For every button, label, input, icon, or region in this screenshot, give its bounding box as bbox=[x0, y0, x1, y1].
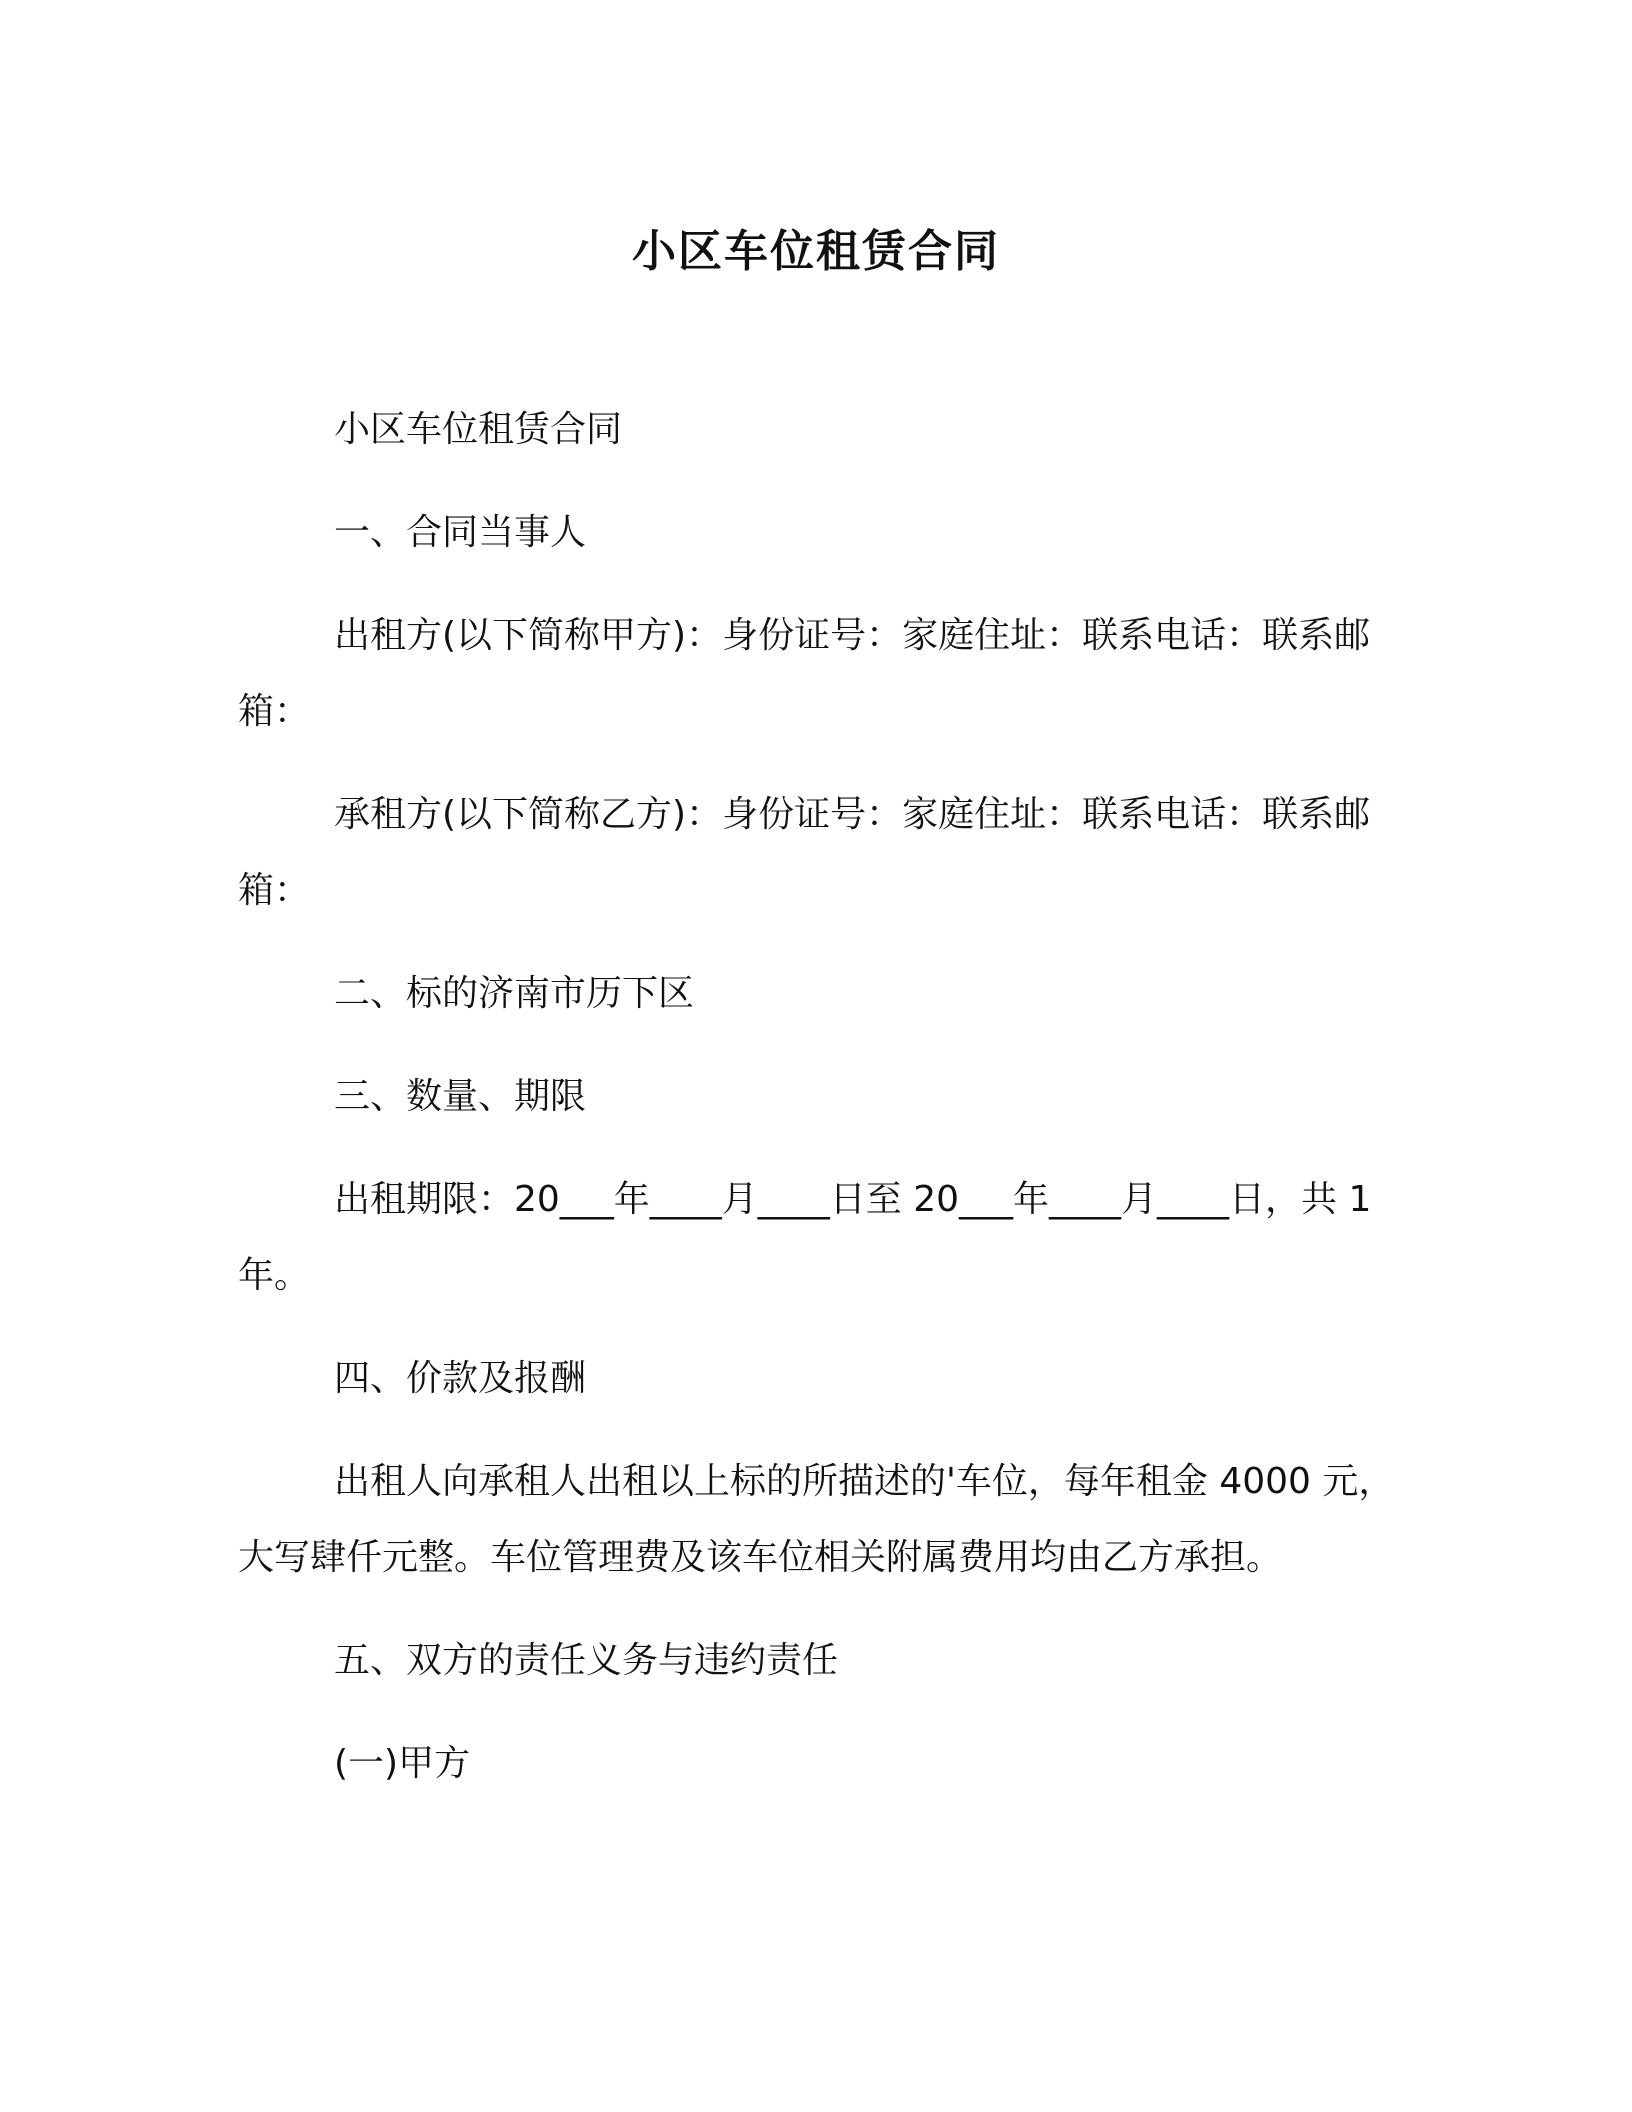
section-price-heading: 四、价款及报酬 bbox=[334, 1358, 587, 1399]
lessee-info: 承租方(以下简称乙方)：身份证号：家庭住址：联系电话：联系邮箱： bbox=[238, 794, 1371, 911]
lessor-info: 出租方(以下简称甲方)：身份证号：家庭住址：联系电话：联系邮箱： bbox=[238, 615, 1371, 732]
section-parties-heading: 一、合同当事人 bbox=[334, 512, 587, 553]
lease-term: 出租期限：20___年____月____日至 20___年____月____日，共 1 年。 bbox=[238, 1179, 1372, 1296]
paragraph-heading: 小区车位租赁合同 bbox=[334, 409, 623, 450]
party-a-subheading: (一)甲方 bbox=[334, 1743, 471, 1784]
section-quantity-term-heading: 三、数量、期限 bbox=[334, 1076, 587, 1117]
section-subject: 二、标的济南市历下区 bbox=[334, 973, 695, 1014]
document-body bbox=[238, 392, 1408, 1829]
rent-clause: 出租人向承租人出租以上标的所描述的'车位，每年租金 4000 元，大写肆仟元整。车位管理费及该车位相关附属费用均由乙方承担。 bbox=[238, 1461, 1395, 1578]
section-responsibilities-heading: 五、双方的责任义务与违约责任 bbox=[334, 1640, 839, 1681]
document-title: 小区车位租赁合同 bbox=[632, 226, 1000, 277]
